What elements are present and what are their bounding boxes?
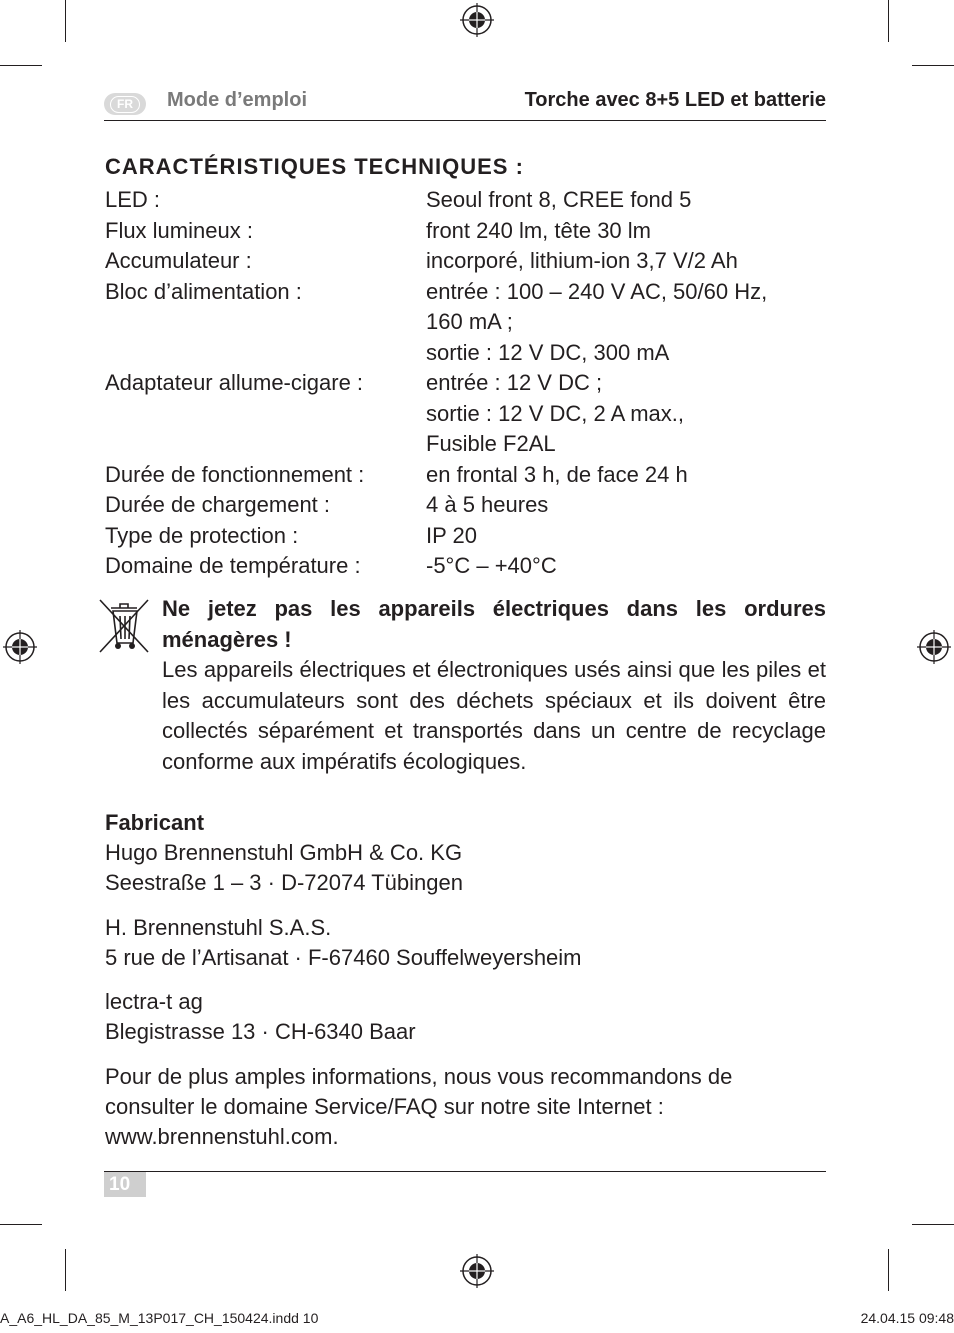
crop-mark [65,1249,66,1291]
slug-timestamp: 24.04.15 09:48 [860,1310,954,1326]
slug-filename: A_A6_HL_DA_85_M_13P017_CH_150424.indd 10 [0,1310,319,1326]
crossed-out-wheelie-bin-icon [97,597,151,655]
spec-value: -5°C – +40°C [426,553,557,578]
spec-row [105,460,826,491]
distributor-fr-block [105,913,582,973]
spec-label: LED : [105,187,161,212]
spec-value: incorporé, lithium-ion 3,7 V/2 Ah [426,248,738,273]
distributor-ch-block [105,987,416,1047]
spec-value: entrée : 12 V DC ; [426,370,603,395]
spec-label: Domaine de température : [105,553,361,578]
registration-mark-icon [917,630,951,664]
disposal-title: Ne jetez pas les appareils électriques dans les ordures ménagères ! [162,596,826,652]
specs-table [105,185,826,582]
crop-mark [912,1224,954,1225]
company-address: Blegistrasse 13 · CH-6340 Baar [105,1019,416,1044]
section-title: Mode d’emploi [167,89,307,111]
spec-value: entrée : 100 – 240 V AC, 50/60 Hz, [426,278,768,304]
header-rule [104,120,826,121]
disposal-text: Les appareils électriques et électroniques usés ainsi que les piles et les accumulateurs sont des déchets spéciaux et ils doivent être collectés séparément et transportés dans un centre de recyclage conforme aux impératifs écologiques. [162,657,826,774]
specs-heading: CARACTÉRISTIQUES TECHNIQUES : [105,154,524,179]
registration-mark-icon [460,1254,494,1288]
spec-label: Flux lumineux : [105,217,253,243]
registration-mark-icon [460,3,494,37]
spec-value: sortie : 12 V DC, 2 A max., [426,400,684,426]
spec-row [105,490,826,521]
spec-label: Type de protection : [105,522,299,548]
spec-row [105,185,826,216]
page-number: 10 [104,1172,146,1197]
spec-value: Fusible F2AL [426,431,556,456]
spec-value: en frontal 3 h, de face 24 h [426,461,688,487]
crop-mark [888,0,889,42]
manufacturer-heading: Fabricant [105,810,205,835]
crop-mark [65,0,66,42]
crop-mark [888,1249,889,1291]
info-line: consulter le domaine Service/FAQ sur notre site Internet : [105,1094,664,1119]
company-name: lectra-t ag [105,989,203,1014]
spec-value: IP 20 [426,522,477,548]
spec-label: Durée de chargement : [105,492,331,517]
crop-mark [0,65,42,66]
info-line: Pour de plus amples informations, nous vous recommandons de [105,1064,733,1089]
manufacturer-block [105,808,463,898]
spec-value: 4 à 5 heures [426,492,549,517]
language-badge [104,93,146,115]
spec-value: sortie : 12 V DC, 300 mA [426,339,670,365]
company-name: Hugo Brennenstuhl GmbH & Co. KG [105,840,463,865]
disposal-notice [162,594,826,777]
spec-value: front 240 lm, tête 30 lm [426,217,651,243]
company-address: 5 rue de l’Artisanat · F-67460 Souffelweyersheim [105,945,582,970]
footer-rule [104,1171,826,1172]
spec-row [105,368,826,460]
registration-mark-icon [3,630,37,664]
spec-row [105,246,826,277]
crop-mark [0,1224,42,1225]
spec-label: Durée de fonctionnement : [105,461,365,487]
spec-label: Bloc d’alimentation : [105,278,302,304]
spec-row [105,216,826,247]
product-title: Torche avec 8+5 LED et batterie [524,89,826,111]
company-address: Seestraße 1 – 3 · D-72074 Tübingen [105,870,463,895]
spec-row [105,277,826,369]
spec-label: Accumulateur : [105,248,252,273]
spec-label: Adaptateur allume-cigare : [105,370,364,395]
spec-value: 160 mA ; [426,309,513,334]
spec-row [105,551,826,582]
crop-mark [912,65,954,66]
language-badge-label: FR [110,96,140,113]
website-link[interactable]: www.brennenstuhl.com. [105,1124,339,1149]
spec-value: Seoul front 8, CREE fond 5 [426,187,692,212]
spec-row [105,521,826,552]
more-info-text [105,1062,732,1152]
company-name: H. Brennenstuhl S.A.S. [105,915,332,940]
